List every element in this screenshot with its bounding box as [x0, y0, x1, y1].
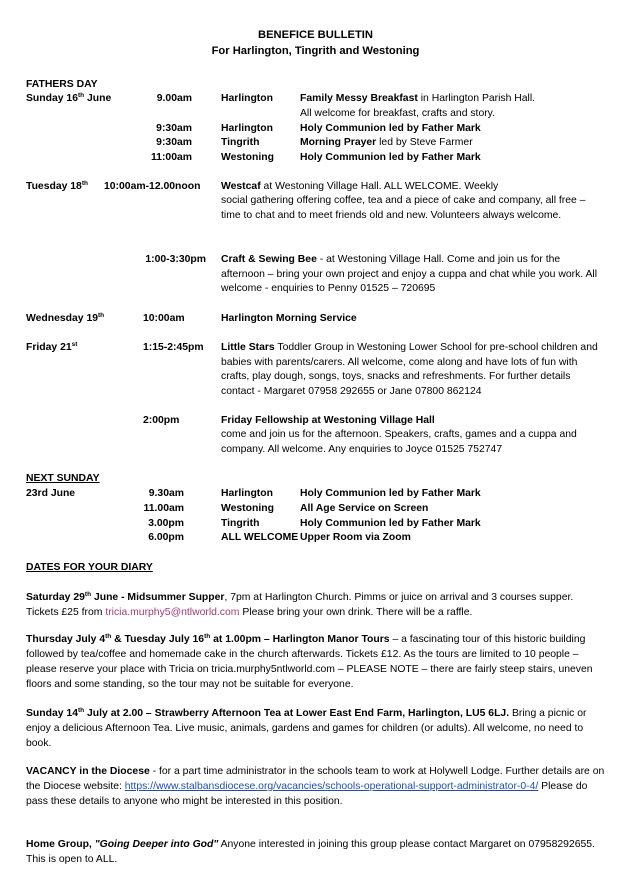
fathers-day-date: Sunday 16th June — [26, 92, 112, 104]
schedule-place: Westoning — [221, 503, 274, 514]
craft-description: Craft & Sewing Bee - at Westoning Village Hall. Come and join us for the afternoon – bring your own project and enjoy a cuppa and chat while you work. All welcome - enquiries to Penny 01525 – 720695 — [221, 254, 598, 295]
fathers-day-heading: FATHERS DAY — [26, 79, 98, 90]
schedule-event: Holy Communion led by Father Mark — [300, 123, 481, 134]
wednesday-time: 10:00am — [143, 313, 185, 324]
manor-tours-notice: Thursday July 4th & Tuesday July 16th at 1.00pm – Harlington Manor Tours – a fascinating tour of this historic building followed by tea/coffee and homemade cake in the church afterwards. Tickets £12. As the tours are limited to 10 people – please reserve your place with Tricia on tricia.murphy5ntlworld.com – PLEASE NOTE – there are fairly steep stairs, uneven floors and some standing, so the tour may not be suitable for everyone. — [26, 633, 593, 690]
schedule-event: Family Messy Breakfast in Harlington Parish Hall. — [300, 93, 536, 104]
westcaf-time: 10:00am-12.00noon — [104, 181, 201, 192]
friday-date: Friday 21st — [26, 341, 78, 353]
breakfast-note: All welcome for breakfast, crafts and story. — [300, 108, 495, 119]
schedule-place: ALL WELCOME — [221, 532, 299, 543]
schedule-event: Holy Communion led by Father Mark — [300, 152, 481, 163]
home-group-notice: Home Group, "Going Deeper into God" Anyone interested in joining this group please contact Margaret on 07958292655. This is open to ALL. — [26, 839, 595, 865]
craft-time: 1:00-3:30pm — [145, 254, 206, 265]
schedule-place: Harlington — [221, 93, 273, 104]
next-sunday-heading: NEXT SUNDAY — [26, 473, 100, 484]
schedule-place: Tingrith — [221, 137, 260, 148]
schedule-event: Holy Communion led by Father Mark — [300, 488, 481, 499]
schedule-time: 9:30am — [156, 137, 192, 148]
schedule-place: Tingrith — [221, 518, 260, 529]
afternoon-tea-notice: Sunday 14th July at 2.00 – Strawberry Afternoon Tea at Lower East End Farm, Harlington, LU5 6LJ. Bring a picnic or enjoy a delicious Afternoon Tea. Live music, animals, gardens and games for children (or adults). All welcome, no need to book. — [26, 707, 587, 749]
diary-heading: DATES FOR YOUR DIARY — [26, 562, 153, 573]
schedule-event: Holy Communion led by Father Mark — [300, 518, 481, 529]
fellowship-description: come and join us for the afternoon. Speakers, crafts, games and a cuppa and company. All welcome. Any enquiries to Joyce 01525 752747 — [221, 429, 577, 455]
bulletin-title: BENEFICE BULLETIN — [258, 29, 373, 41]
schedule-time: 9.00am — [156, 93, 192, 104]
schedule-place: Harlington — [221, 123, 273, 134]
schedule-time: 9:30am — [156, 123, 192, 134]
vacancy-notice: VACANCY in the Diocese - for a part time administrator in the schools team to work at Holywell Lodge. Further details are on the Diocese website: https://www.stalbansdiocese.org/vacancies/schools-operational-support-administrator-0-4/ Please do pass these details to anyone who might be interested in this position. — [26, 766, 605, 807]
next-sunday-date: 23rd June — [26, 488, 76, 499]
bulletin-subtitle: For Harlington, Tingrith and Westoning — [211, 45, 420, 57]
schedule-time: 11:00am — [150, 152, 192, 163]
tuesday-date: Tuesday 18th — [26, 180, 88, 192]
email-link[interactable]: tricia.murphy5@ntlworld.com — [105, 607, 240, 618]
wednesday-event: Harlington Morning Service — [221, 313, 357, 324]
little-stars-description: Little Stars Toddler Group in Westoning Lower School for pre-school children and babies with parents/carers. All welcome, come along and have lots of fun with crafts, play dough, songs, toys, snacks and refreshments. For further details contact - Margaret 07958 292655 or Jane 07800 862124 — [221, 342, 598, 398]
diocese-vacancy-link[interactable]: https://www.stalbansdiocese.org/vacancies/schools-operational-support-administrator-0-4/ — [124, 781, 539, 792]
schedule-event: Upper Room via Zoom — [300, 532, 411, 543]
midsummer-supper-notice: Saturday 29th June - Midsummer Supper, 7pm at Harlington Church. Pimms or juice on arrival and 3 courses supper. Tickets £25 from tricia.murphy5@ntlworld.com Please bring your own drink. There will be a raffle. — [26, 591, 574, 618]
schedule-place: Harlington — [221, 488, 273, 499]
schedule-time: 11.00am — [143, 503, 184, 514]
schedule-event: All Age Service on Screen — [300, 503, 429, 514]
fellowship-title: Friday Fellowship at Westoning Village Hall — [221, 415, 435, 426]
schedule-time: 9.30am — [148, 488, 184, 499]
westcaf-description: social gathering offering coffee, tea and a piece of cake and company, all free – time to chat and to meet friends old and new. Volunteers always welcome. — [221, 195, 586, 221]
wednesday-date: Wednesday 19th — [26, 312, 105, 324]
schedule-place: Westoning — [221, 152, 274, 163]
schedule-time: 6.00pm — [148, 532, 184, 543]
westcaf-first-line: Westcaf at Westoning Village Hall. ALL WELCOME. Weekly — [221, 181, 499, 192]
schedule-event: Morning Prayer led by Steve Farmer — [300, 137, 473, 148]
fellowship-time: 2:00pm — [143, 415, 180, 426]
schedule-time: 3.00pm — [148, 518, 184, 529]
little-stars-time: 1:15-2:45pm — [143, 342, 204, 353]
